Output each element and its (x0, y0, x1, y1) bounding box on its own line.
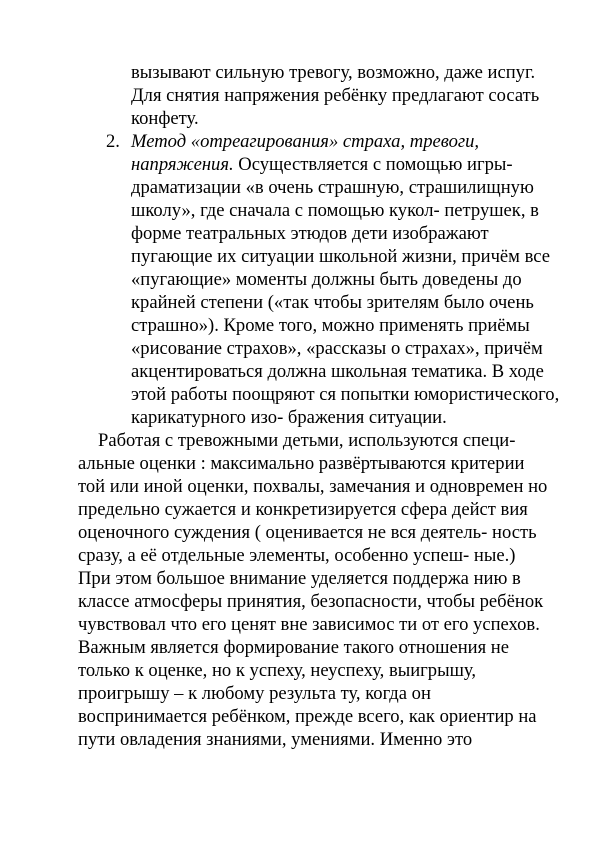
text-line (131, 154, 513, 176)
text-line: Для снятия напряжения ребёнку предлагают сосать (131, 85, 540, 106)
text-span: Осуществляется с помощью игры- (233, 154, 513, 175)
text-line: предельно сужается и конкретизируется сфера дейст вия (78, 499, 528, 520)
method-title-cont: напряжения. (131, 154, 234, 175)
paragraph-first-line: Работая с тревожными детьми, используются специ- (98, 430, 516, 451)
text-line: школу», где сначала с помощью кукол- петрушек, в (131, 200, 539, 221)
text-line: карикатурного изо- бражения ситуации. (131, 407, 447, 428)
text-line: альные оценки : максимально развёртываются критерии (78, 453, 525, 474)
text-line: воспринимается ребёнком, прежде всего, как ориентир на (78, 706, 537, 727)
text-line: пути овладения знаниями, умениями. Именно это (78, 729, 473, 750)
text-line: этой работы поощряют ся попытки юмористического, (131, 384, 560, 405)
text-line: «пугающие» моменты должны быть доведены до (131, 269, 522, 290)
text-line: При этом большое внимание уделяется поддержа нию в (78, 568, 521, 589)
text-line: драматизации «в очень страшную, страшилищную (131, 177, 534, 198)
text-line: классе атмосферы принятия, безопасности, чтобы ребёнок (78, 591, 544, 612)
text-line: только к оценке, но к успеху, неуспеху, выигрышу, (78, 660, 476, 681)
text-line: проигрышу – к любому результа ту, когда он (78, 683, 431, 704)
text-line: конфету. (131, 108, 199, 129)
text-line: чувствовал что его ценят вне зависимос ти от его успехов. (78, 614, 540, 635)
text-line: страшно»). Кроме того, можно применять приёмы (131, 315, 530, 336)
text-line: сразу, а её отдельные элементы, особенно успеш- ные.) (78, 545, 516, 566)
text-line: «рисование страхов», «рассказы о страхах», причём (131, 338, 543, 359)
method-title: Метод «отреагирования» страха, тревоги, (131, 131, 480, 152)
text-line: форме театральных этюдов дети изображают (131, 223, 489, 244)
list-number: 2. (106, 131, 120, 152)
text-line: оценочного суждения ( оценивается не вся деятель- ность (78, 522, 537, 543)
text-line: крайней степени («так чтобы зрителям было очень (131, 292, 534, 313)
text-line: Важным является формирование такого отношения не (78, 637, 509, 658)
text-line: акцентироваться должна школьная тематика. В ходе (131, 361, 544, 382)
text-line: пугающие их ситуации школьной жизни, причём все (131, 246, 550, 267)
text-line: вызывают сильную тревогу, возможно, даже испуг. (131, 62, 536, 83)
text-line: той или иной оценки, похвалы, замечания и одновремен но (78, 476, 548, 497)
